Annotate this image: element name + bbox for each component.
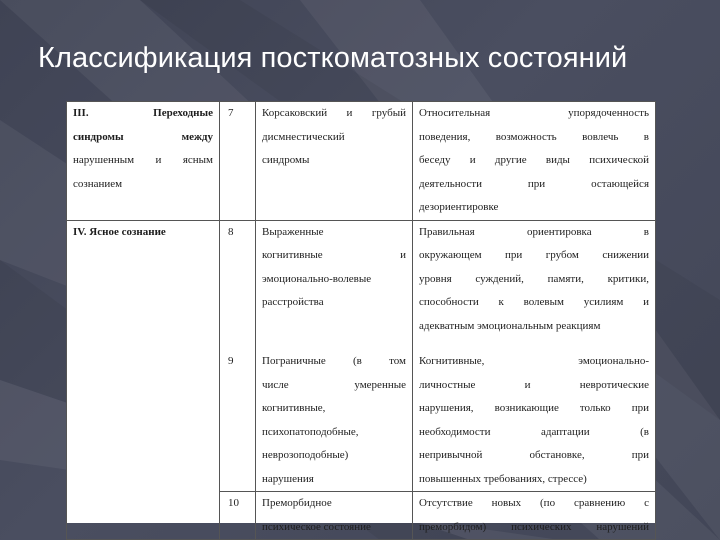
description-line: деятельности при остающейся	[419, 177, 649, 190]
description-line: непривычной обстановке, при	[419, 449, 649, 461]
category-cell	[67, 220, 220, 540]
category-line: нарушенным и ясным	[73, 154, 213, 166]
description-line: поведения, возможность вовлечь в	[419, 130, 649, 143]
table-row	[67, 220, 656, 338]
description-line: Когнитивные, эмоционально-	[419, 355, 649, 367]
description-line: способности к волевым усилиям и	[419, 296, 649, 308]
row-number: 9	[228, 355, 234, 367]
syndrome-cell	[256, 220, 413, 338]
description-line: адекватным эмоциональным реакциям	[419, 319, 601, 332]
description-line: окружающем при грубом снижении	[419, 249, 649, 261]
description-line: уровня суждений, памяти, критики,	[419, 272, 649, 285]
description-line: Относительная упорядоченность	[419, 107, 649, 119]
syndrome-line: Преморбидное	[262, 497, 332, 509]
syndrome-line: когнитивные и	[262, 249, 406, 261]
row-number: 8	[228, 225, 234, 238]
syndrome-line: Пограничные (в том	[262, 355, 406, 367]
syndrome-line: психопатоподобные,	[262, 425, 359, 438]
row-number: 10	[228, 497, 239, 509]
syndrome-line: Выраженные	[262, 225, 324, 238]
row-number: 7	[228, 107, 234, 119]
description-cell	[413, 492, 656, 540]
spacer	[419, 338, 649, 350]
syndrome-line: неврозоподобные)	[262, 449, 349, 461]
description-cell	[413, 338, 656, 492]
classification-table-container	[66, 101, 655, 533]
description-cell	[413, 220, 656, 338]
syndrome-line: психическое состояние	[262, 520, 371, 533]
category-line: сознанием	[73, 177, 123, 190]
number-cell	[220, 102, 256, 221]
syndrome-line: синдромы	[262, 154, 310, 166]
number-cell	[220, 338, 256, 492]
category-line	[73, 126, 213, 150]
syndrome-line: эмоционально-волевые	[262, 272, 372, 285]
table-row	[67, 102, 656, 221]
number-cell	[220, 492, 256, 540]
syndrome-line: когнитивные,	[262, 402, 326, 414]
number-cell	[220, 220, 256, 338]
description-line: нарушения, возникающие только при	[419, 402, 649, 414]
category-cell	[67, 102, 220, 221]
description-line: дезориентировке	[419, 201, 499, 213]
description-line: Правильная ориентировка в	[419, 225, 649, 238]
syndrome-line: числе умеренные	[262, 378, 406, 391]
description-line: личностные и невротические	[419, 378, 649, 391]
description-line: Отсутствие новых (по сравнению с	[419, 497, 649, 509]
description-line: повышенных требованиях, стрессе)	[419, 472, 587, 485]
description-line: необходимости адаптации (в	[419, 425, 649, 438]
syndrome-line: Корсаковский и грубый	[262, 107, 406, 119]
syndrome-line: расстройства	[262, 296, 324, 308]
spacer	[262, 338, 406, 350]
slide-title: Классификация посткоматозных состояний	[38, 42, 628, 74]
category-line: IV. Ясное сознание	[73, 225, 166, 238]
syndrome-line: нарушения	[262, 472, 314, 485]
spacer	[228, 338, 249, 350]
description-line: преморбидом) психических нарушений	[419, 520, 649, 533]
syndrome-line: дисмнестический	[262, 130, 345, 143]
category-line: III. Переходные	[73, 107, 213, 119]
syndrome-cell	[256, 102, 413, 221]
classification-table	[66, 101, 656, 540]
syndrome-cell	[256, 338, 413, 492]
description-line: беседу и другие виды психической	[419, 154, 649, 166]
category-line-text: синдромы между	[73, 130, 213, 143]
description-cell	[413, 102, 656, 221]
syndrome-cell	[256, 492, 413, 540]
